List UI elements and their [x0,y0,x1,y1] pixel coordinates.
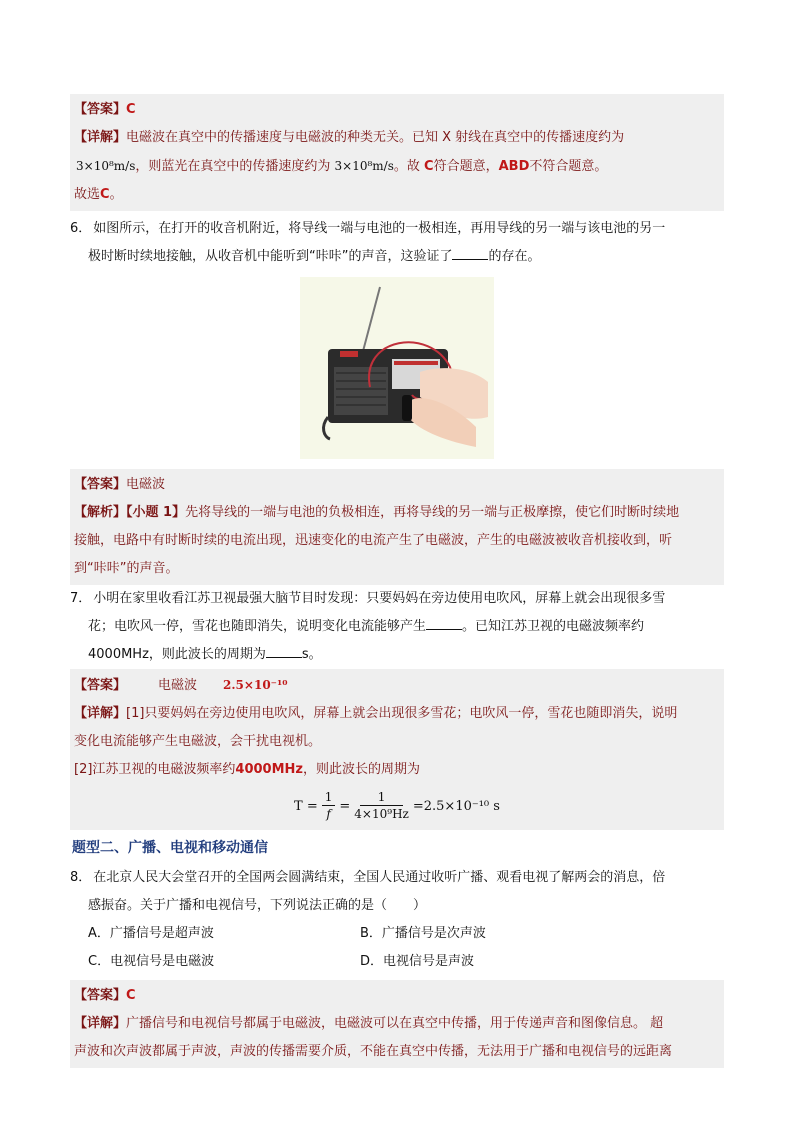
fraction-denominator: f [326,807,331,821]
question-number: 8． [70,870,92,885]
detail-text: 电磁波在真空中的传播速度与电磁波的种类无关。已知 X 射线在真空中的传播速度约为 [126,130,625,145]
question-text: 花；电吹风一停，雪花也随即消失，说明变化电流能够产生 [88,619,427,634]
question-7 [70,585,724,669]
options-grid [70,920,724,976]
option-d: D．电视信号是声波 [360,954,475,969]
fraction-1-over-f [322,790,336,822]
question-text: 极时断时续地接触，从收音机中能听到“咔咔”的声音，这验证了 [88,249,453,264]
analysis-text: 接触，电路中有时断时续的电流出现，迅速变化的电流产生了电磁波，产生的电磁波被收音机接收到，听 [74,533,673,548]
detail-text: 变化电流能够产生电磁波，会干扰电视机。 [74,734,322,749]
answer-block-7 [70,669,724,830]
answer-value: C [126,102,136,117]
final-text-end: 。 [109,187,123,202]
option-a: A．广播信号是超声波 [88,926,214,941]
detail-tag: 【详解】 [74,130,127,145]
option-b: B．广播信号是次声波 [360,926,486,941]
answer-blank [266,643,302,658]
question-text: 如图所示，在打开的收音机附近，将导线一端与电池的一极相连，再用导线的另一端与该电池的另一 [93,221,666,236]
answer-value-2: 2.5×10⁻¹⁰ [223,678,288,692]
detail-text: 不符合题意。 [529,159,608,174]
speed-value: 3×10⁸m/s [334,159,394,173]
final-text: 故选 [74,187,101,202]
detail-text: [1]只要妈妈在旁边使用电吹风，屏幕上就会出现很多雪花；电吹风一停，雪花也随即消失，说明 [126,706,678,721]
question-8 [70,864,724,920]
answer-tag: 【答案】 [74,102,127,117]
detail-text: 符合题意， [433,159,499,174]
fraction-numerator: 1 [322,790,336,806]
subquestion-tag: 【小题 1】 [126,505,186,520]
answer-blank [426,615,462,630]
analysis-text: 先将导线的一端与电池的负极相连，再将导线的另一端与正极摩擦，使它们时断时续地 [185,505,680,520]
detail-text: 广播信号和电视信号都属于电磁波，电磁波可以在真空中传播，用于传递声音和图像信息。 超 [126,1016,664,1031]
answer-block-6 [70,469,724,585]
formula-result: =2.5×10⁻¹⁰ s [412,798,500,814]
answer-block-5 [70,94,724,211]
detail-tag: 【详解】 [74,706,127,721]
question-text: 4000MHz，则此波长的周期为 [88,647,266,662]
question-6 [70,215,724,271]
section-title: 题型二、广播、电视和移动通信 [72,840,268,856]
option-label: ABD [498,159,530,174]
analysis-tag: 【解析】 [74,505,127,520]
frequency-value: 4000MHz [235,762,303,777]
question-text: 小明在家里收看江苏卫视最强大脑节目时发现：只要妈妈在旁边使用电吹风，屏幕上就会出现很多雪 [93,591,666,606]
detail-text: ，则蓝光在真空中的传播速度约为 [135,159,331,174]
detail-text: 。故 [393,159,420,174]
question-text: s。 [301,647,322,662]
answer-value-1: 电磁波 [158,678,198,693]
question-text: 。已知江苏卫视的电磁波频率约 [462,619,645,634]
answer-blank [452,245,488,260]
answer-tag: 【答案】 [74,678,127,693]
page-content [70,94,724,1068]
question-text: 感振奋。关于广播和电视信号，下列说法正确的是（ ） [88,898,427,913]
fraction-frequency [354,790,409,822]
answer-block-8 [70,980,724,1068]
detail-text: 声波和次声波都属于声波，声波的传播需要介质，不能在真空中传播，无法用于广播和电视信号的远距离 [74,1044,673,1059]
answer-value: 电磁波 [126,477,166,492]
radio-with-battery-photo [300,277,494,459]
question-number: 7． [70,591,92,606]
final-answer: C [100,187,110,202]
speed-value: 3×10⁸m/s [76,159,136,173]
detail-text: ，则此波长的周期为 [303,762,421,777]
answer-tag: 【答案】 [74,477,127,492]
option-label: C [424,159,434,174]
answer-value: C [126,988,136,1003]
detail-tag: 【详解】 [74,1016,127,1031]
fraction-numerator: 1 [360,790,404,806]
answer-tag: 【答案】 [74,988,127,1003]
period-formula [74,784,720,828]
formula-lhs: T = [294,798,318,814]
fraction-denominator: 4×10⁹Hz [354,807,409,821]
question-text: 的存在。 [488,249,541,264]
formula-equals: = [339,798,351,814]
detail-text: [2]江苏卫视的电磁波频率约 [74,762,236,777]
question-text: 在北京人民大会堂召开的全国两会圆满结束，全国人民通过收听广播、观看电视了解两会的消息，倍 [93,870,666,885]
question-number: 6． [70,221,92,236]
battery-icon [402,395,412,421]
option-c: C．电视信号是电磁波 [88,954,215,969]
analysis-text: 到“咔咔”的声音。 [74,561,179,576]
